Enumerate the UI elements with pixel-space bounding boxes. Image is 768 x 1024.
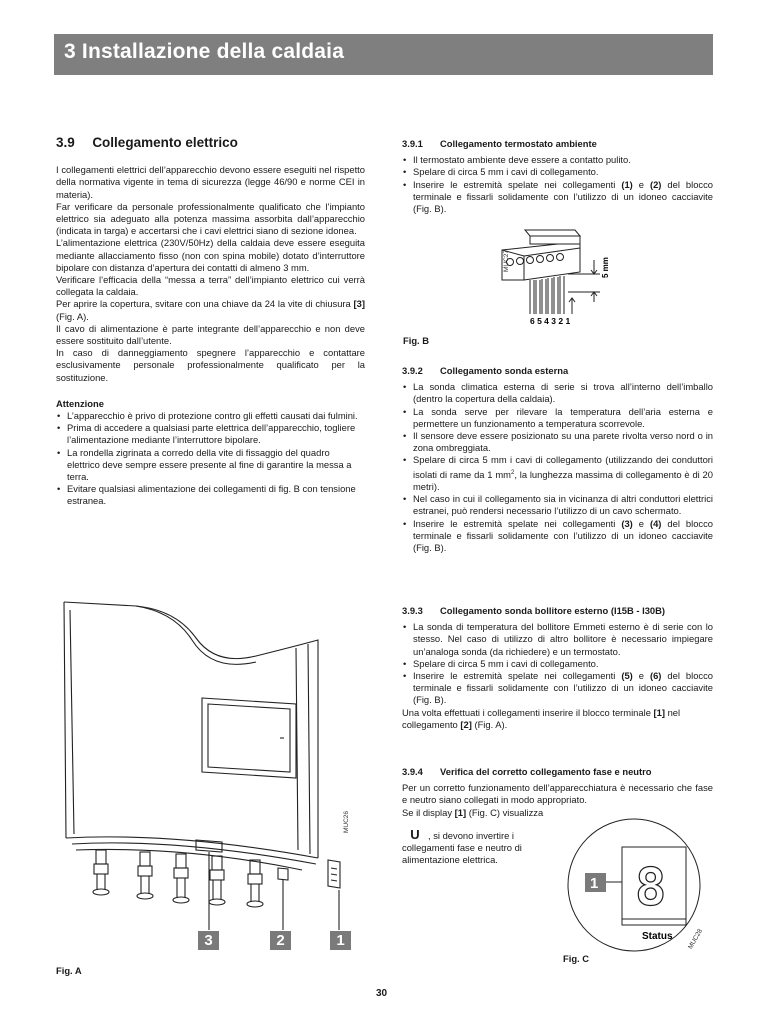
- paragraph: Il cavo di alimentazione è parte integrante dell’apparecchio e non deve essere sostituito dall’utente.: [56, 322, 365, 347]
- list-item: • L’apparecchio è privo di protezione contro gli effetti causati dai fulmini.: [56, 410, 365, 422]
- section-heading: [56, 137, 365, 149]
- subsection-heading: 3.9.1 Collegamento termostato ambiente: [402, 138, 597, 149]
- display-badge: 1: [590, 875, 599, 892]
- paragraph: Una volta effettuati i collegamenti inserire il blocco terminale [1] nel collegamento [2] (Fig. A).: [402, 706, 681, 730]
- list-item: • Il termostato ambiente deve essere a contatto pulito.: [402, 154, 713, 166]
- page-number: 30: [376, 988, 388, 999]
- display-figure: [552, 815, 712, 955]
- terminal-block-figure: [490, 222, 620, 342]
- paragraph: U , si devono invertire i collegamenti fase e neutro di alimentazione elettrica.: [402, 827, 522, 866]
- section-title: Collegamento elettrico: [92, 135, 238, 150]
- paragraph: In caso di danneggiamento spegnere l’apparecchio e contattare esclusivamente personale professionalmente qualificato per la sostituzione.: [56, 347, 365, 383]
- fig-a-label: Fig. A: [56, 965, 82, 976]
- warning-list: [56, 410, 365, 508]
- section-body: [56, 164, 365, 384]
- subsection-393: [402, 605, 713, 731]
- list-item: • La rondella zigrinata a corredo della vite di fissaggio del quadro elettrico deve sempre essere presente al fine di garantire la messa a terra.: [56, 447, 365, 484]
- status-label: Status: [642, 931, 673, 942]
- list-392: [402, 381, 713, 554]
- list-item: • Spelare di circa 5 mm i cavi di collegamento (utilizzando dei conduttori isolati di rame da 1 $mm^2$, la lunghezza massima di collegamento è di 20 metri).: [402, 454, 713, 493]
- fig-c-label: Fig. C: [563, 953, 590, 964]
- display-glyph: U: [410, 827, 420, 842]
- dimension-label: 5 mm: [601, 257, 610, 278]
- list-item: • Inserire le estremità spelate nei collegamenti (3) e (4) del blocco terminale e fissarli solidamente con l’utilizzo di un idoneo cacciavite (Fig. B).: [402, 518, 713, 555]
- callout-3: 3: [198, 931, 219, 950]
- subsection-392: [402, 365, 713, 554]
- paragraph: Far verificare da personale professionalmente qualificato che l’impianto elettrico sia adeguato alla potenza massima assorbita dall’apparecchio (indicata in targa) e accertarsi che i cavi elettrici siano di sezione idonea.: [56, 200, 365, 237]
- callout-1: 1: [330, 931, 351, 950]
- list-item: • Il sensore deve essere posizionato su una parete rivolta verso nord o in zona ombreggiata.: [402, 430, 713, 454]
- callout-2: 2: [270, 931, 291, 950]
- terminal-numbers: 6 5 4 3 2 1: [530, 316, 571, 326]
- subsection-heading: 3.9.4 Verifica del corretto collegamento fase e neutro: [402, 766, 652, 777]
- list-item: • La sonda climatica esterna di serie si trova all’interno dell’imballo (dentro la copertura della caldaia).: [402, 381, 713, 405]
- warning-title: Attenzione: [56, 397, 104, 409]
- chapter-title: 3 Installazione della caldaia: [64, 40, 345, 63]
- fig-b-label: Fig. B: [403, 335, 430, 346]
- paragraph: I collegamenti elettrici dell’apparecchio devono essere eseguiti nel rispetto della normativa vigente in tema di sicurezza (legge 46/90 e norme CEI in materia).: [56, 164, 365, 200]
- chapter-header-bar: [54, 34, 713, 75]
- list-item: • Nel caso in cui il collegamento sia in vicinanza di altri conduttori elettrici estranei, può rendersi necessario l’utilizzo di un cavo schermato.: [402, 493, 713, 517]
- subsection-heading: 3.9.2 Collegamento sonda esterna: [402, 365, 569, 376]
- list-item: • Spelare di circa 5 mm i cavi di collegamento.: [402, 166, 713, 178]
- subsection-heading: 3.9.3 Collegamento sonda bollitore esterno (I15B - I30B): [402, 605, 666, 616]
- seven-segment-digit: 8: [635, 858, 667, 918]
- list-391: [402, 154, 713, 215]
- figure-code: MUC28: [687, 927, 705, 951]
- boiler-figure: [56, 588, 366, 953]
- figure-code: MUC27: [503, 249, 510, 272]
- list-item: • La sonda di temperatura del bollitore Emmeti esterno è di serie con lo stesso. Nel caso di utilizzo di altro bollitore è necessario impiegare un’analoga sonda (da richiedere) e un termostato.: [402, 621, 713, 658]
- subsection-391: [402, 138, 713, 215]
- list-item: • Evitare qualsiasi alimentazione dei collegamenti di fig. B con tensione estranea.: [56, 483, 365, 507]
- paragraph-cover: Per aprire la copertura, svitare con una chiave da 24 la vite di chiusura [3] (Fig. A).: [56, 298, 365, 322]
- list-item: • Prima di accedere a qualsiasi parte elettrica dell’apparecchio, togliere l’alimentazione mediante l’interruttore bipolare.: [56, 422, 365, 446]
- figure-code: MUC26: [343, 810, 350, 833]
- paragraph: L’alimentazione elettrica (230V/50Hz) della caldaia deve essere eseguita mediante allacciamento fisso (non con spina mobile) dotato d’interruttore bipolare con distanza d’apertura dei contatti di almeno 3 mm.: [56, 237, 365, 273]
- section-number: 3.9: [56, 135, 75, 150]
- left-column: [56, 137, 365, 508]
- paragraph: Se il display [1] (Fig. C) visualizza: [402, 806, 544, 818]
- list-item: • La sonda serve per rilevare la temperatura dell’aria esterna e permettere un funzionamento a temperatura scorrevole.: [402, 406, 713, 430]
- list-item: • Inserire le estremità spelate nei collegamenti (1) e (2) del blocco terminale e fissarli solidamente con l’utilizzo di un idoneo cacciavite (Fig. B).: [402, 179, 713, 216]
- subsection-394: [402, 766, 713, 819]
- list-item: • Inserire le estremità spelate nei collegamenti (5) e (6) del blocco terminale e fissarli solidamente con l’utilizzo di un idoneo cacciavite (Fig. B).: [402, 670, 713, 707]
- paragraph: Verificare l’efficacia della “messa a terra” dell’impianto elettrico cui verrà collegata la caldaia.: [56, 274, 365, 298]
- subsection-394-tail: [402, 829, 552, 867]
- list-item: • Spelare di circa 5 mm i cavi di collegamento.: [402, 658, 713, 670]
- list-393: [402, 621, 713, 706]
- paragraph: Per un corretto funzionamento dell’apparecchiatura è necessario che fase e neutro siano collegati in modo appropriato.: [402, 782, 713, 806]
